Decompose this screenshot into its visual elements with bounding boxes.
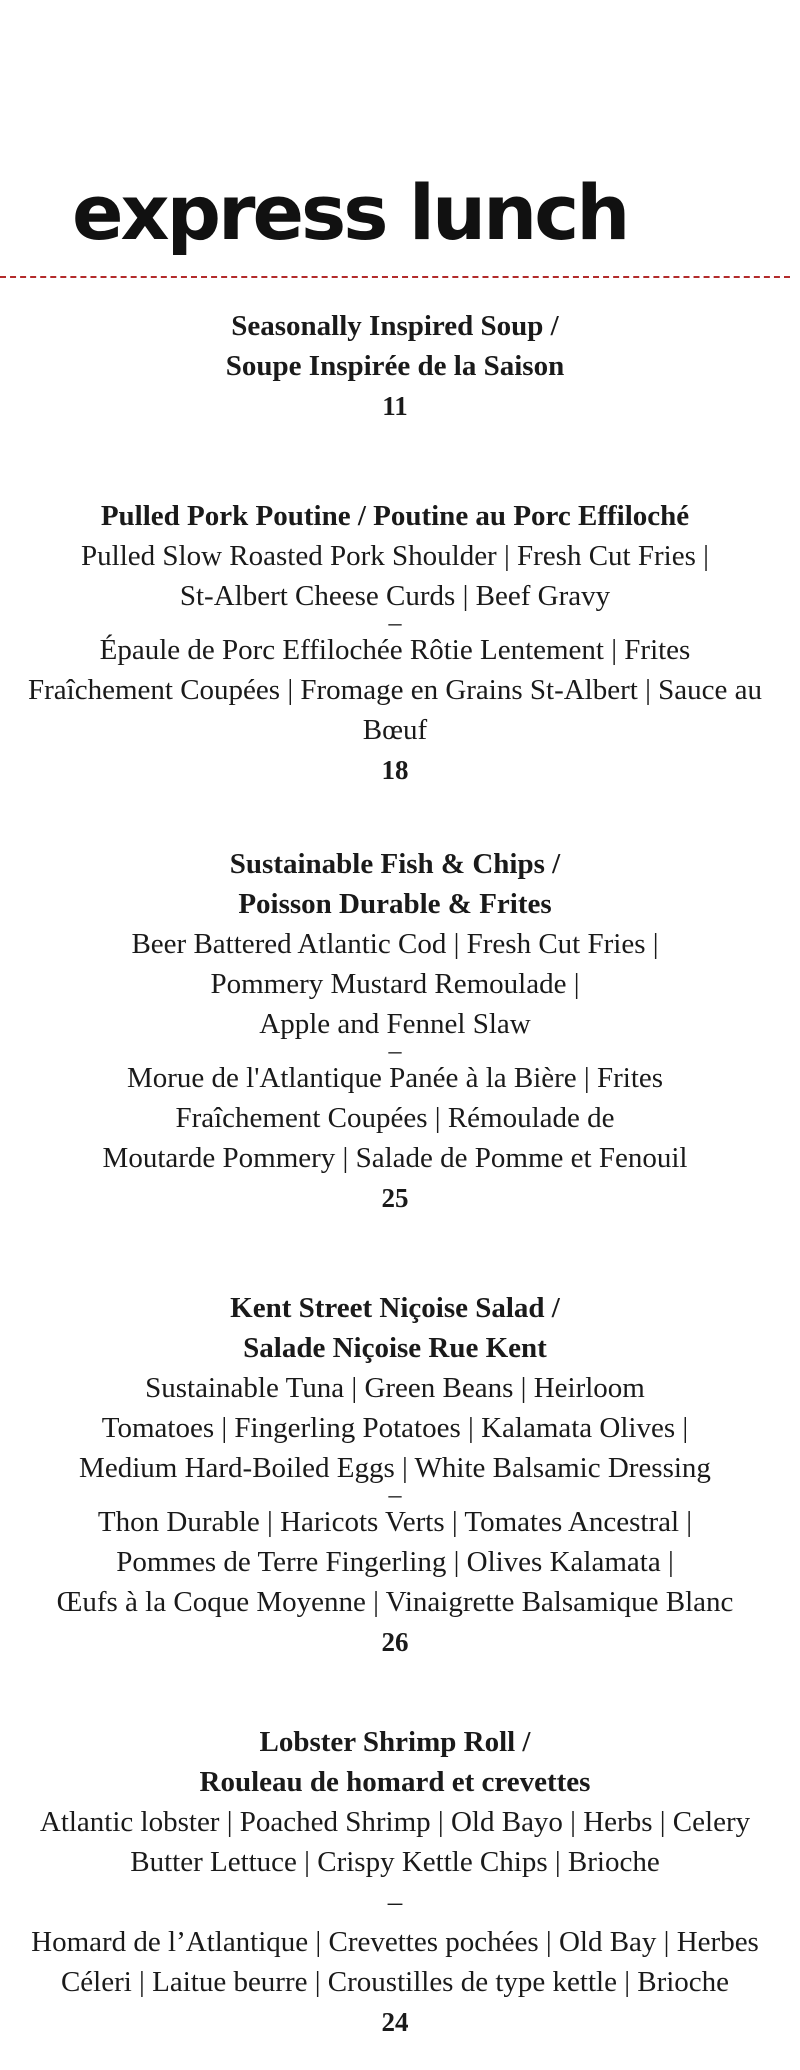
item-description-en: Tomatoes | Fingerling Potatoes | Kalamata Olives | [101, 1412, 689, 1444]
item-name: Sustainable Fish & Chips / [229, 848, 561, 880]
item-description-fr: Homard de l’Atlantique | Crevettes pochées | Old Bay | Herbes [31, 1926, 759, 1958]
menu-item-soup [0, 306, 790, 426]
item-description-fr: Moutarde Pommery | Salade de Pomme et Fenouil [102, 1142, 688, 1174]
item-description-fr: Morue de l'Atlantique Panée à la Bière | Frites [126, 1062, 664, 1094]
item-description-fr: Céleri | Laitue beurre | Croustilles de type kettle | Brioche [60, 1966, 730, 1998]
language-separator: – [387, 1886, 403, 1918]
item-name: Salade Niçoise Rue Kent [243, 1332, 547, 1364]
item-name: Poisson Durable & Frites [238, 888, 552, 920]
item-description-fr: Fraîchement Coupées | Fromage en Grains St-Albert | Sauce au [28, 674, 762, 706]
item-name: Soupe Inspirée de la Saison [225, 350, 565, 382]
item-price: 26 [381, 1627, 409, 1657]
item-name: Rouleau de homard et crevettes [199, 1766, 591, 1798]
item-name: Seasonally Inspired Soup / [231, 310, 559, 342]
item-name: Pulled Pork Poutine / Poutine au Porc Effiloché [100, 500, 690, 532]
page-title: express lunch [72, 168, 628, 257]
language-separator: – [388, 1036, 402, 1065]
item-description-fr: Fraîchement Coupées | Rémoulade de [175, 1102, 615, 1134]
item-description-en: Sustainable Tuna | Green Beans | Heirloom [145, 1372, 645, 1404]
language-separator: – [388, 608, 402, 637]
item-price: 25 [381, 1183, 409, 1213]
item-name: Kent Street Niçoise Salad / [230, 1292, 560, 1324]
item-description-en: Pommery Mustard Remoulade | [210, 968, 580, 1000]
item-price: 18 [381, 755, 409, 785]
item-price: 24 [381, 2007, 409, 2037]
menu-item-lobster-roll [0, 1722, 790, 2042]
item-description-fr: Épaule de Porc Effilochée Rôtie Lentement | Frites [99, 634, 691, 666]
item-description-fr: Pommes de Terre Fingerling | Olives Kalamata | [116, 1546, 674, 1578]
menu-item-nicoise-salad [0, 1288, 790, 1662]
item-description-en: Apple and Fennel Slaw [259, 1008, 531, 1040]
item-description-fr: Thon Durable | Haricots Verts | Tomates Ancestral | [97, 1506, 693, 1538]
item-description-en: Beer Battered Atlantic Cod | Fresh Cut Fries | [131, 928, 659, 960]
item-description-en: Medium Hard-Boiled Eggs | White Balsamic Dressing [79, 1452, 711, 1484]
menu-item-fish-chips [0, 844, 790, 1218]
language-separator: – [388, 1480, 402, 1509]
menu-item-poutine [0, 496, 790, 790]
item-description-fr: Œufs à la Coque Moyenne | Vinaigrette Balsamique Blanc [56, 1586, 734, 1618]
item-name: Lobster Shrimp Roll / [259, 1726, 531, 1758]
item-description-en: Pulled Slow Roasted Pork Shoulder | Fresh Cut Fries | [81, 540, 709, 572]
item-description-en: Butter Lettuce | Crispy Kettle Chips | Brioche [130, 1846, 660, 1878]
item-description-en: St-Albert Cheese Curds | Beef Gravy [179, 580, 611, 612]
dashed-divider [0, 276, 790, 278]
item-description-fr: Bœuf [362, 714, 428, 746]
menu-list [0, 306, 790, 2042]
item-price: 11 [382, 391, 408, 421]
item-description-en: Atlantic lobster | Poached Shrimp | Old Bayo | Herbs | Celery [39, 1806, 751, 1838]
